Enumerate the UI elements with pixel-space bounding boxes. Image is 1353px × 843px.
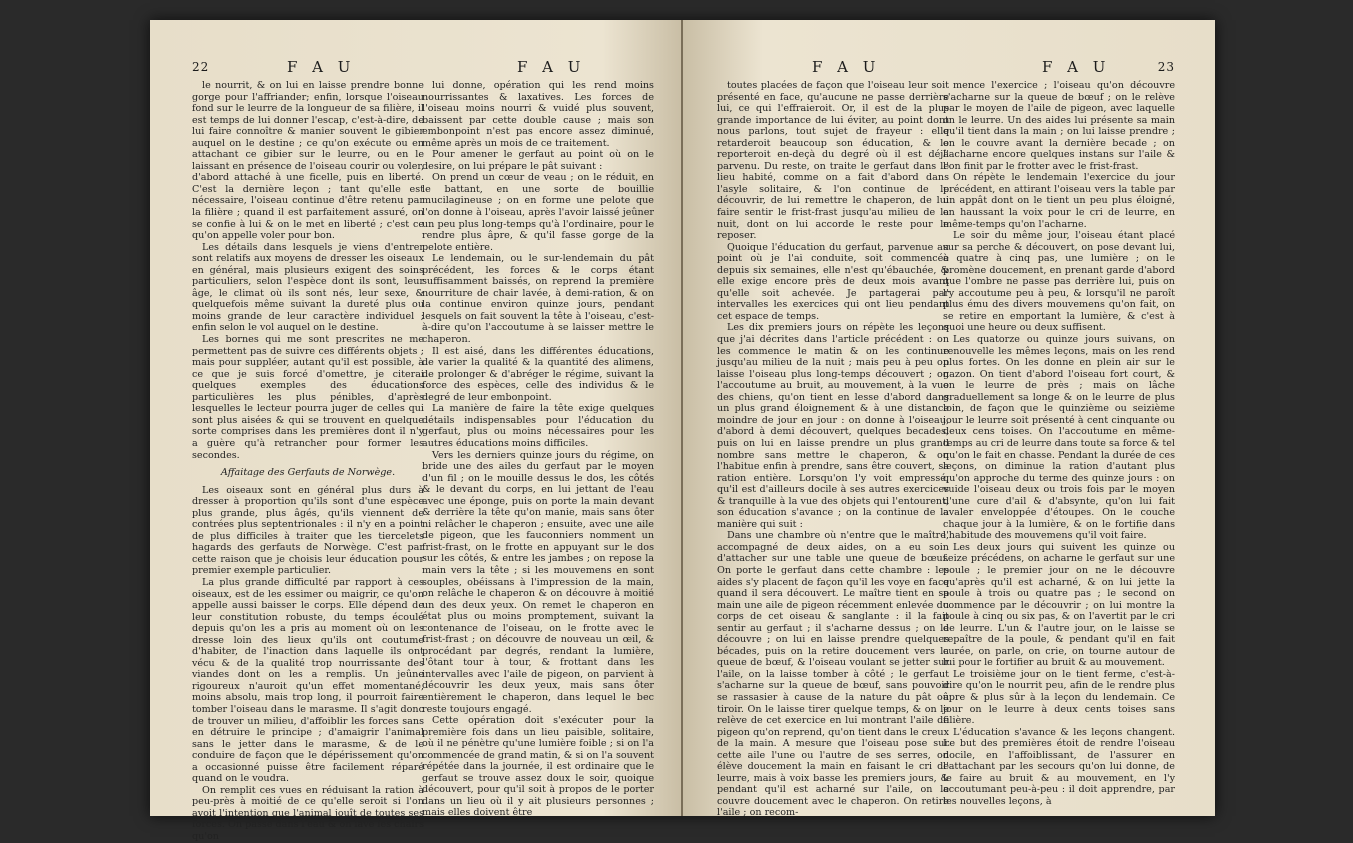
paragraph: lui donne, opération qui les rend moins nourrissantes & laxatives. Les forces de l'oiseau moins nourri & vuidé plus souvent, baissent par cette double cause ; mais son embonpoint n'est pas encore assez diminué, même après un mois de ce traitement. [422,80,654,149]
left-column-a [192,80,424,842]
paragraph: Le lendemain, ou le sur-lendemain du pât précédent, les forces & le corps étant suffisamment baissés, on reprend la première nourriture de chair lavée, à demi-ration, & on la continue environ quinze jours, pendant lesquels on fait souvent la tête à l'oiseau, c'est-à-dire qu'on l'accoutume à se laisser mettre le chaperon. [422,253,654,346]
right-running-head-b: F A U [1042,58,1111,76]
paragraph: Les quatorze ou quinze jours suivans, on renouvelle les mêmes leçons, mais on les rend plus fortes. On les donne en plein air sur le gazon. On tient d'abord l'oiseau fort court, & on le leurre de près ; mais on lâche graduellement sa longe & on le leurre de plus loin, de façon que le quinzième ou seizième jour le leurre soit présenté à cent cinquante ou deux cens toises. On l'accoutume en même-temps au cri de leurre dans toute sa force & tel qu'on le fait en chasse. Pendant la durée de ces leçons, on diminue la ration d'autant plus qu'on approche du terme des quinze jours : on vuide l'oiseau deux ou trois fois par le moyen d'une cure d'ail & d'absynte, qu'on lui fait avaler enveloppée d'étoupes. On le couche chaque jour à la lumière, & on le fortifie dans l'habitude des mouvemens qu'il voit faire. [943,334,1175,542]
right-column-b [943,80,1175,807]
left-page-number: 22 [192,60,210,74]
right-page-number: 23 [1157,60,1175,74]
paragraph: La manière de faire la tête exige quelques détails indispensables pour l'éducation du gerfaut, plus ou moins nécessaires pour les autres éducations moins difficiles. [422,403,654,449]
paragraph: le nourrit, & on lui en laisse prendre bonne gorge pour l'affriander; enfin, lorsque l'oiseau fond sur le leurre de la longueur de sa filière, il est temps de lui donner l'escap, c'est-à-dire, de lui faire connoître & manier souvent le gibier auquel on le destine ; ce qu'on exécute ou en attachant ce gibier sur le leurre, ou en le laissant en présence de l'oiseau courir ou voler, d'abord attaché à une ficelle, puis en liberté. C'est la dernière leçon ; tant qu'elle est nécessaire, l'oiseau continue d'être retenu par la filière ; quand il est parfaitement assuré, on se confie à lui & on le met en liberté ; c'est ce qu'on appelle voler pour bon. [192,80,424,242]
paragraph: mence l'exercice ; l'oiseau qu'on découvre s'acharne sur la queue de bœuf ; on le relève par le moyen de l'aile de pigeon, avec laquelle on le leurre. Un des aides lui présente sa main qu'il tient dans la main ; on lui laisse prendre ; on le couvre avant la dernière becade ; on l'acharne encore quelques instans sur l'aile & l'on finit par le frotter avec le frist-frast. [943,80,1175,172]
paragraph: Les dix premiers jours on répète les leçons que j'ai décrites dans l'article précédent : on les commence le matin & on les continue jusqu'au milieu de la nuit ; mais peu à peu on laisse l'oiseau plus long-temps découvert ; on l'accoutume au bruit, au mouvement, à la vue des chiens, qu'on tient en lesse d'abord dans un plus grand éloignement & à une distance moindre de jour en jour : on donne à l'oiseau, d'abord à demi découvert, quelques becades, puis on lui en laisse prendre un plus grand nombre sans mettre le chaperon, & on l'habitue enfin à prendre, sans être couvert, sa ration entière. Lorsqu'on l'y voit empressé, qu'il est d'ailleurs docile à ses autres exercices & tranquille à la vue des objets qui l'entourent, son éducation s'avance ; on la continue de la manière qui suit : [717,322,949,530]
paragraph: Le soir du même jour, l'oiseau étant placé sur sa perche & découvert, on pose devant lui, à quatre à cinq pas, une lumière ; on le promène doucement, en prenant garde d'abord que l'ombre ne passe pas derrière lui, puis on l'y accoutume peu à peu, & lorsqu'il ne paroît plus ému des divers mouvemens qu'on fait, on se retire en emportant la lumière, & c'est à quoi une heure ou deux suffisent. [943,230,1175,334]
paragraph: Les deux jours qui suivent les quinze ou seize précédens, on acharne le gerfaut sur une poule ; le premier jour on ne le découvre qu'après qu'il est acharné, & on lui jette la poule à trois ou quatre pas ; le second on commence par le découvrir ; on lui montre la poule à cinq ou six pas, & on l'avertit par le cri de leurre. L'un & l'autre jour, on le laisse se repaître de la poule, & pendant qu'il en fait curée, on parle, on crie, on tourne autour de lui pour le fortifier au bruit & au mouvement. [943,541,1175,669]
paragraph: Les détails dans lesquels je viens d'entrer sont relatifs aux moyens de dresser les oiseaux en général, mais plusieurs exigent des soins particuliers, selon l'espèce dont ils sont, leur âge, le climat où ils sont nés, leur sexe, & quelquefois même suivant la dureté plus ou moins grande de leur caractère individuel ; enfin selon le vol auquel on le destine. [192,241,424,334]
right-page-header [717,58,1175,82]
paragraph: On prend un cœur de veau ; on le réduit, en le battant, en une sorte de bouillie mucilagineuse ; on en forme une pelote que l'on donne à l'oiseau, après l'avoir laissé jeûner un peu plus long-temps qu'à l'ordinaire, pour le rendre plus âpre, & qu'il fasse gorge de la pelote entière. [422,172,654,253]
right-page [683,20,1215,819]
paragraph: Le troisième jour on le tient ferme, c'est-à-dire qu'on le nourrit peu, afin de le rendre plus âpre & plus sûr à la leçon du lendemain. Ce jour on le leurre à deux cents toises sans filière. [943,668,1175,727]
left-page [150,20,682,842]
paragraph: Les bornes qui me sont prescrites ne me permettent pas de suivre ces différents objets ; mais pour suppléer, autant qu'il est possible, à ce que je suis forcé d'omettre, je citerai quelques exemples des éducations particulières les plus pénibles, d'après lesquelles le lecteur pourra juger de celles qui sont plus aisées & qui se trouvent en quelque sorte comprises dans les premières dont il n'y a guère qu'à retrancher pour former les secondes. [192,334,424,461]
paragraph: toutes placées de façon que l'oiseau leur soit présenté en face, qu'aucune ne passe derrière lui, ce qui l'effraieroit. Or, il est de la plus grande importance de lui éviter, au point dont nous parlons, tout sujet de frayeur : elle retarderoit beaucoup son éducation, & le reporteroit en-deçà du degré où il est déjà parvenu. Du reste, on traite le gerfaut dans le lieu habité, comme on a fait d'abord dans l'asyle solitaire, & l'on continue de le découvrir, de lui remettre le chaperon, de lui faire sentir le frist-frast jusqu'au milieu de la nuit, dont on lui accorde le reste pour le reposer. [717,80,949,242]
paragraph: Pour amener le gerfaut au point où on le desire, on lui prépare le pât suivant : [422,149,654,172]
paragraph: Dans une chambre où n'entre que le maître, accompagné de deux aides, on a eu soin d'attacher sur une table une queue de bœuf. On porte le gerfaut dans cette chambre : les aides s'y placent de façon qu'il les voye en face quand il sera découvert. Le maître tient en sa main une aile de pigeon récemment enlevée du corps de cet oiseau & sanglante : il la fait sentir au gerfaut ; il s'acharne dessus ; on le découvre ; on lui en laisse prendre quelques bécades, puis on la retire doucement vers la queue de bœuf, & l'oiseau voulant se jetter sur l'aile, on la laisse tomber à côté ; le gerfaut s'acharne sur la queue de bœuf, sans pouvoir se rassasier à cause de la nature du pât ou tiroir. On le laisse tirer quelque temps, & on le relève de cet exercice en lui montrant l'aile de pigeon qu'on reprend, qu'on tient dans le creux de la main. A mesure que l'oiseau pose sur cette aile l'une ou l'autre de ses serres, on élève doucement la main en faisant le cri de leurre, mais à voix basse les premiers jours, & pendant qu'il est acharné sur l'aile, on le couvre doucement avec le chaperon. On retire l'aile ; on recom- [717,530,949,819]
left-page-header [192,58,652,82]
right-columns [717,80,1175,819]
paragraph: Vers les derniers quinze jours du régime, on bride une des ailes du gerfaut par le moyen d'un fil ; on le mouille dessus le dos, les côtés & le devant du corps, en lui jettant de l'eau avec une éponge, puis on porte la main devant & derrière la tête qu'on manie, mais sans ôter ni relâcher le chaperon ; ensuite, avec une aile de pigeon, que les fauconniers nomment un frist-frast, on le frotte en appuyant sur le dos sur les côtés, & entre les jambes ; on repose la main vers la tête ; si les mouvemens en sont souples, obéissans à l'impression de la main, on relâche le chaperon & on découvre à moitié un des deux yeux. On remet le chaperon en état plus ou moins promptement, suivant la contenance de l'oiseau, on le frotte avec le frist-frast ; on découvre de nouveau un œil, & procédant par degrés, rendant la lumière, l'ôtant tour à tour, & frottant dans les intervalles avec l'aile de pigeon, on parvient à découvrir les deux yeux, mais sans ôter entièrement le chaperon, dans lequel le bec reste toujours engagé. [422,449,654,715]
paragraph: On répète le lendemain l'exercice du jour précédent, en attirant l'oiseau vers la table par un appât dont on le tient un peu plus éloigné, en haussant la voix pour le cri de leurre, en même-temps qu'on l'acharne. [943,172,1175,230]
paragraph: Quoique l'éducation du gerfaut, parvenue au point où je l'ai conduite, soit commencée depuis six semaines, elle n'est qu'ébauchée, & elle exige encore près de deux mois avant qu'elle soit achevée. Je partagerai par intervalles les exercices qui ont lieu pendant cet espace de temps. [717,241,949,322]
paragraph: Cette opération doit s'exécuter pour la première fois dans un lieu paisible, solitaire, où il ne pénètre qu'une lumière foible ; si on l'a commencée de grand matin, & si on l'a souvent répétée dans la journée, il est ordinaire que le gerfaut se trouve assez doux le soir, quoique découvert, pour qu'il soit à propos de le porter dans un lieu où il y ait plusieurs personnes ; mais elles doivent être [422,715,654,819]
paragraph: L'éducation s'avance & les leçons changent. Le but des premières étoit de rendre l'oiseau docile, en l'affoiblissant, de l'assurer en l'attachant par les secours qu'on lui donne, de le faire au bruit & au mouvement, en l'y accoutumant peu-à-peu : il doit apprendre, par les nouvelles leçons, à [943,726,1175,807]
book-spread [150,20,1215,842]
left-running-head-b: F A U [517,58,586,76]
paragraph: La plus grande difficulté par rapport à ces oiseaux, est de les essimer ou maigrir, ce qu'on appelle aussi baisser le corps. Elle dépend de leur constitution robuste, du temps écoulé depuis qu'on les a pris au moment où on les dresse loin des lieux qu'ils ont coutume d'habiter, de l'inaction dans laquelle ils ont vécu & de la qualité trop nourrissante des viandes dont on les a remplis. Un jeûne rigoureux n'auroit qu'un effet momentané, moins absolu, mais trop long, il pourroit faire tomber l'oiseau dans le marasme. Il s'agit donc de trouver un milieu, d'affoiblir les forces sans en détruire le principe ; d'amaigrir l'animal sans le jetter dans le marasme, & de le conduire de façon que le dépérissement qu'on a occasionné puisse être facilement réparé quand on le voudra. [192,576,424,785]
paragraph: Il est aisé, dans les différentes éducations, de varier la qualité & la quantité des alimens, de prolonger & d'abréger le régime, suivant la force des espèces, celle des individus & le degré de leur embonpoint. [422,345,654,403]
left-running-head-a: F A U [287,58,356,76]
section-heading: Affaitage des Gerfauts de Norwège. [220,467,396,479]
right-column-a [717,80,949,819]
right-running-head-a: F A U [812,58,881,76]
left-columns [192,80,654,842]
paragraph: Les oiseaux sont en général plus durs à dresser à proportion qu'ils sont d'une espèce plus grande, plus âgés, qu'ils viennent de contrées plus septentrionales : il n'y en a point de plus difficiles à traiter que les tiercelets hagards des gerfauts de Norwège. C'est par cette raison que je choisis leur éducation pour premier exemple particulier. [192,484,424,577]
paragraph: On remplit ces vues en réduisant la ration à peu-près à moitié de ce qu'elle seroit si l'on avoit l'intention que l'animal jouît de toutes ses forces. On passe dans l'eau & on lave les chairs qu'on [192,784,424,842]
left-column-b [422,80,654,819]
